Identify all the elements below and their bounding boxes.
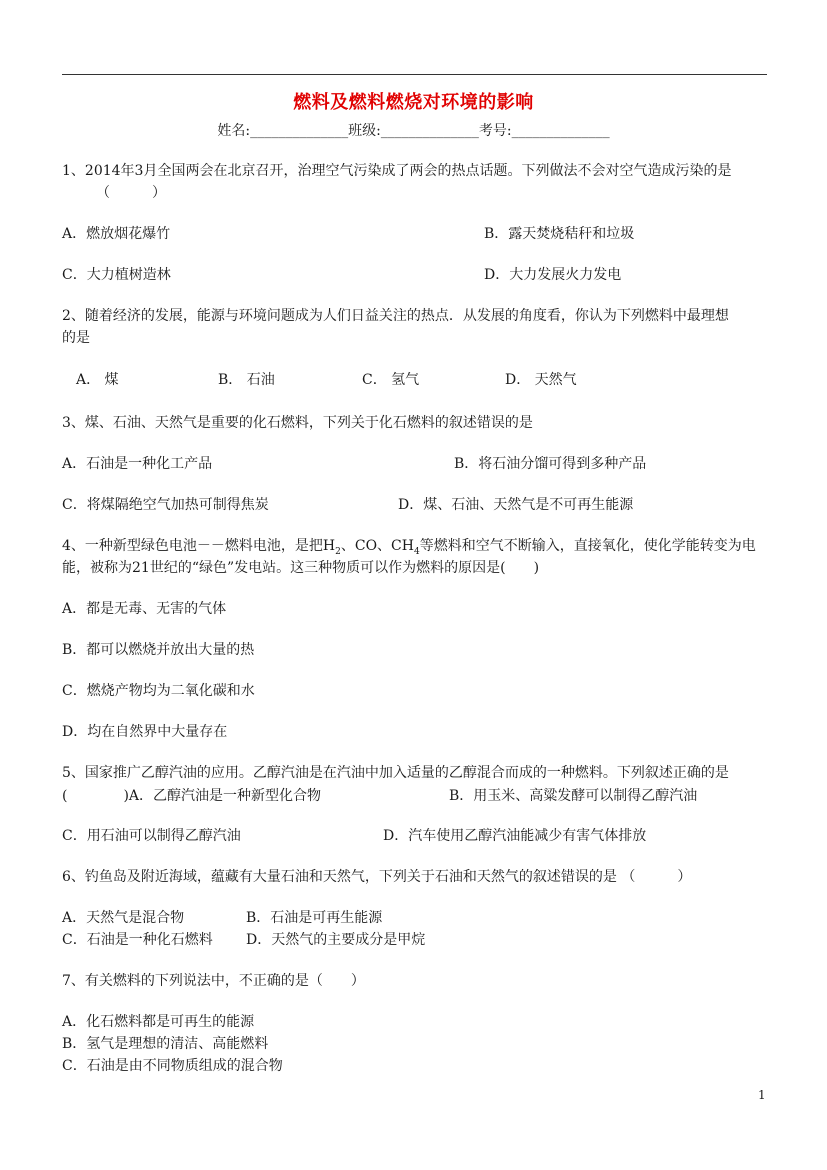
q2-option-c: C． 氢气 bbox=[362, 372, 420, 388]
q6-option-b: B．石油是可再生能源 bbox=[246, 910, 383, 926]
q5-option-b: B．用玉米、高粱发酵可以制得乙醇汽油 bbox=[449, 788, 698, 804]
q7-stem: 7、有关燃料的下列说法中，不正确的是（ ） bbox=[62, 973, 365, 989]
q5-stem: 5、国家推广乙醇汽油的应用。乙醇汽油是在汽油中加入适量的乙醇混合而成的一种燃料。下列叙述正确的是 bbox=[62, 765, 729, 781]
q2-option-a: A． 煤 bbox=[76, 372, 119, 388]
q6-option-c: C．石油是一种化石燃料 bbox=[62, 932, 213, 948]
q3-option-d: D．煤、石油、天然气是不可再生能源 bbox=[398, 497, 634, 513]
q5-option-d: D．汽车使用乙醇汽油能减少有害气体排放 bbox=[383, 828, 647, 844]
header-rule bbox=[62, 74, 767, 75]
q7-option-a: A．化石燃料都是可再生的能源 bbox=[62, 1014, 255, 1030]
q3-option-a: A．石油是一种化工产品 bbox=[62, 456, 213, 472]
q4-stem-part1: 4、一种新型绿色电池－－燃料电池，是把H bbox=[62, 538, 336, 554]
q2-option-d: D． 天然气 bbox=[505, 372, 577, 388]
q4-subscript-ch4: 4 bbox=[413, 546, 420, 557]
q7-option-b: B．氢气是理想的清洁、高能燃料 bbox=[62, 1036, 269, 1052]
q6-stem: 6、钓鱼岛及附近海域，蕴藏有大量石油和天然气，下列关于石油和天然气的叙述错误的是 （ ） bbox=[62, 869, 692, 885]
q7-option-c: C．石油是由不同物质组成的混合物 bbox=[62, 1058, 283, 1074]
q5-stem-cont-option-a: ( )A．乙醇汽油是一种新型化合物 bbox=[62, 788, 322, 804]
q4-option-d: D．均在自然界中大量存在 bbox=[62, 724, 228, 740]
q4-stem-cont: 能，被称为21世纪的“绿色”发电站。这三种物质可以作为燃料的原因是( ) bbox=[62, 560, 540, 576]
q3-stem: 3、煤、石油、天然气是重要的化石燃料，下列关于化石燃料的叙述错误的是 bbox=[62, 415, 533, 431]
q1-option-b: B．露天焚烧秸秆和垃圾 bbox=[484, 226, 635, 242]
q4-subscript-h2: 2 bbox=[335, 546, 341, 557]
student-info-line: 姓名:______________班级:______________考号:______________ bbox=[217, 123, 610, 139]
q1-option-c: C．大力植树造林 bbox=[62, 267, 171, 283]
q2-stem-cont: 的是 bbox=[62, 330, 90, 346]
q2-option-b: B． 石油 bbox=[218, 372, 275, 388]
q6-option-d: D．天然气的主要成分是甲烷 bbox=[246, 932, 426, 948]
q2-stem: 2、随着经济的发展，能源与环境问题成为人们日益关注的热点．从发展的角度看，你认为下列燃料中最理想 bbox=[62, 308, 729, 324]
q4-stem-part2: 、CO、CH bbox=[340, 538, 414, 554]
page-title: 燃料及燃料燃烧对环境的影响 bbox=[293, 92, 534, 113]
q5-option-c: C．用石油可以制得乙醇汽油 bbox=[62, 828, 241, 844]
q3-option-c: C．将煤隔绝空气加热可制得焦炭 bbox=[62, 497, 269, 513]
q6-option-a: A．天然气是混合物 bbox=[62, 910, 185, 926]
q1-option-a: A．燃放烟花爆竹 bbox=[62, 226, 171, 242]
q4-stem-part3: 等燃料和空气不断输入，直接氧化，使化学能转变为电 bbox=[419, 538, 756, 554]
q1-stem: 1、2014年3月全国两会在北京召开，治理空气污染成了两会的热点话题。下列做法不会对空气造成污染的是 bbox=[62, 163, 732, 179]
q4-option-b: B．都可以燃烧并放出大量的热 bbox=[62, 642, 255, 658]
q1-answer-blank: （ ） bbox=[96, 185, 166, 201]
page-number: 1 bbox=[758, 1088, 766, 1102]
q4-option-a: A．都是无毒、无害的气体 bbox=[62, 601, 227, 617]
q3-option-b: B．将石油分馏可得到多种产品 bbox=[454, 456, 647, 472]
q4-option-c: C．燃烧产物均为二氧化碳和水 bbox=[62, 683, 255, 699]
q1-option-d: D．大力发展火力发电 bbox=[484, 267, 622, 283]
